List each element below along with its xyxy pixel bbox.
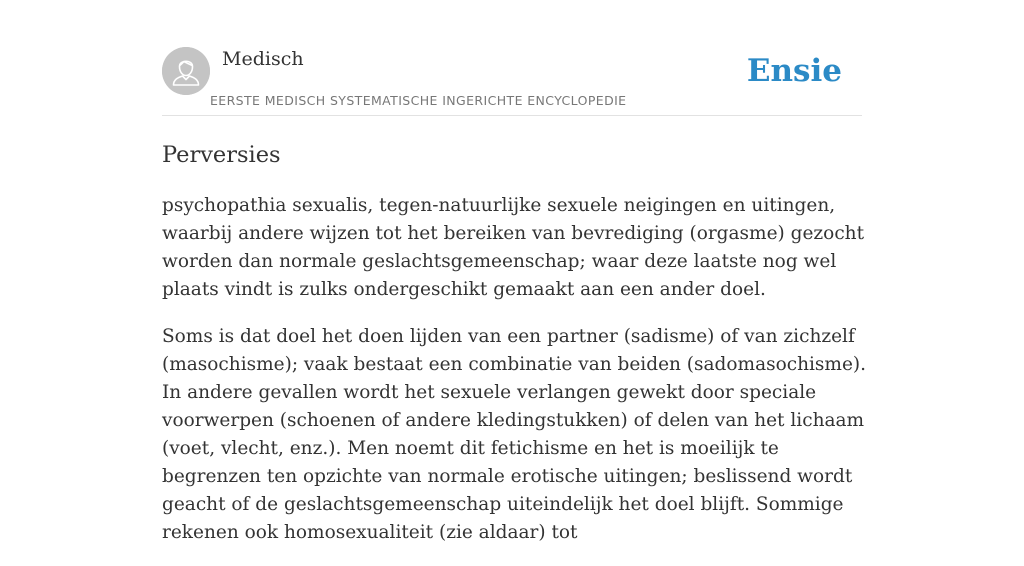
article-paragraph: Soms is dat doel het doen lijden van een partner (sadisme) of van zichzelf (masochisme); vaak bestaat een combinatie van beiden (sadomasochisme). In andere gevallen wordt het sexuele verlangen gewekt door speciale voorwerpen (schoenen of andere kledingstukken) of delen van het lichaam (voet, vlecht, enz.). Men noemt dit fetichisme en het is moeilijk te begrenzen ten opzichte van normale erotische uitingen; beslissend wordt geacht of de geslachtsgemeenschap uiteindelijk het doel blijft. Sommige rekenen ook homosexualiteit (zie aldaar) tot	[162, 326, 867, 543]
ensie-logo[interactable]: Ensie	[746, 53, 842, 89]
user-icon	[162, 47, 210, 95]
source-header	[162, 47, 862, 116]
avatar[interactable]	[162, 47, 210, 95]
source-name[interactable]: Medisch	[222, 48, 304, 70]
source-subtitle: EERSTE MEDISCH SYSTEMATISCHE INGERICHTE ENCYCLOPEDIE	[210, 93, 627, 108]
article-paragraph: psychopathia sexualis, tegen-natuurlijke sexuele neigingen en uitingen, waarbij andere wijzen tot het bereiken van bevrediging (orgasme) gezocht worden dan normale geslachtsgemeenschap; waar deze laatste nog wel plaats vindt is zulks ondergeschikt gemaakt aan een ander doel.	[162, 195, 865, 300]
article-title: Perversies	[162, 142, 281, 168]
article-body	[162, 192, 868, 566]
